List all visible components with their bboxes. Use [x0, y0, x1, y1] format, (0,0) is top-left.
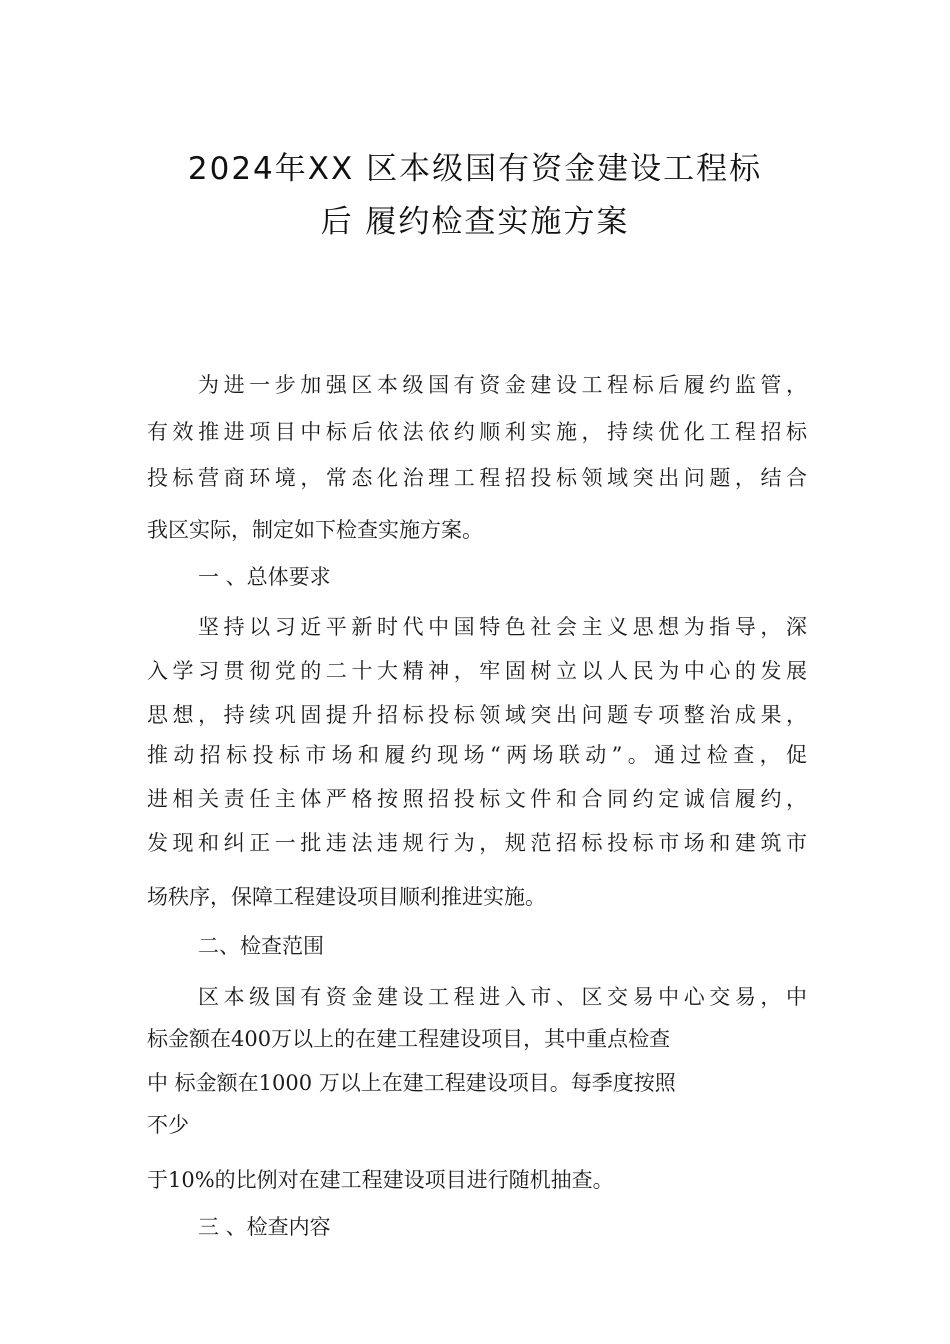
- section-2-heading: 二、检查范围: [198, 934, 324, 958]
- section-1-line-1: 坚持以习近平新时代中国特色社会主义思想为指导，深: [198, 615, 807, 639]
- section-1-line-4: 推动招标投标市场和履约现场“两场联动”。通过检查，促: [147, 743, 807, 767]
- section-2-line-4: 不少: [147, 1113, 189, 1137]
- document-title-line-2: 后 履约检查实施方案: [320, 204, 630, 240]
- section-1-line-7: 场秩序，保障工程建设项目顺利推进实施。: [147, 885, 546, 909]
- section-1-line-2: 入学习贯彻党的二十大精神，牢固树立以人民为中心的发展: [147, 659, 807, 683]
- document-title-line-1: 2024年XX 区本级国有资金建设工程标: [187, 151, 763, 187]
- section-1-line-3: 思想，持续巩固提升招标投标领域突出问题专项整治成果，: [147, 703, 807, 727]
- section-2-line-3: 中 标金额在1000 万以上在建工程建设项目。每季度按照: [147, 1071, 676, 1095]
- intro-line-3: 投标营商环境，常态化治理工程招投标领域突出问题，结合: [147, 466, 807, 490]
- section-1-line-5: 进相关责任主体严格按照招投标文件和合同约定诚信履约，: [147, 787, 807, 811]
- section-1-line-6: 发现和纠正一批违法违规行为，规范招标投标市场和建筑市: [147, 831, 807, 855]
- section-3-heading: 三 、检查内容: [198, 1215, 331, 1239]
- section-2-line-1: 区本级国有资金建设工程进入市、区交易中心交易，中: [198, 985, 807, 1009]
- section-2-line-2: 标金额在400万以上的在建工程建设项目，其中重点检查: [147, 1027, 671, 1051]
- intro-line-2: 有效推进项目中标后依法依约顺利实施，持续优化工程招标: [147, 420, 807, 444]
- intro-line-4: 我区实际，制定如下检查实施方案。: [147, 518, 483, 542]
- intro-line-1: 为进一步加强区本级国有资金建设工程标后履约监管，: [198, 373, 807, 397]
- section-1-heading: 一 、总体要求: [198, 565, 331, 589]
- section-2-line-5: 于10%的比例对在建工程建设项目进行随机抽查。: [147, 1168, 614, 1192]
